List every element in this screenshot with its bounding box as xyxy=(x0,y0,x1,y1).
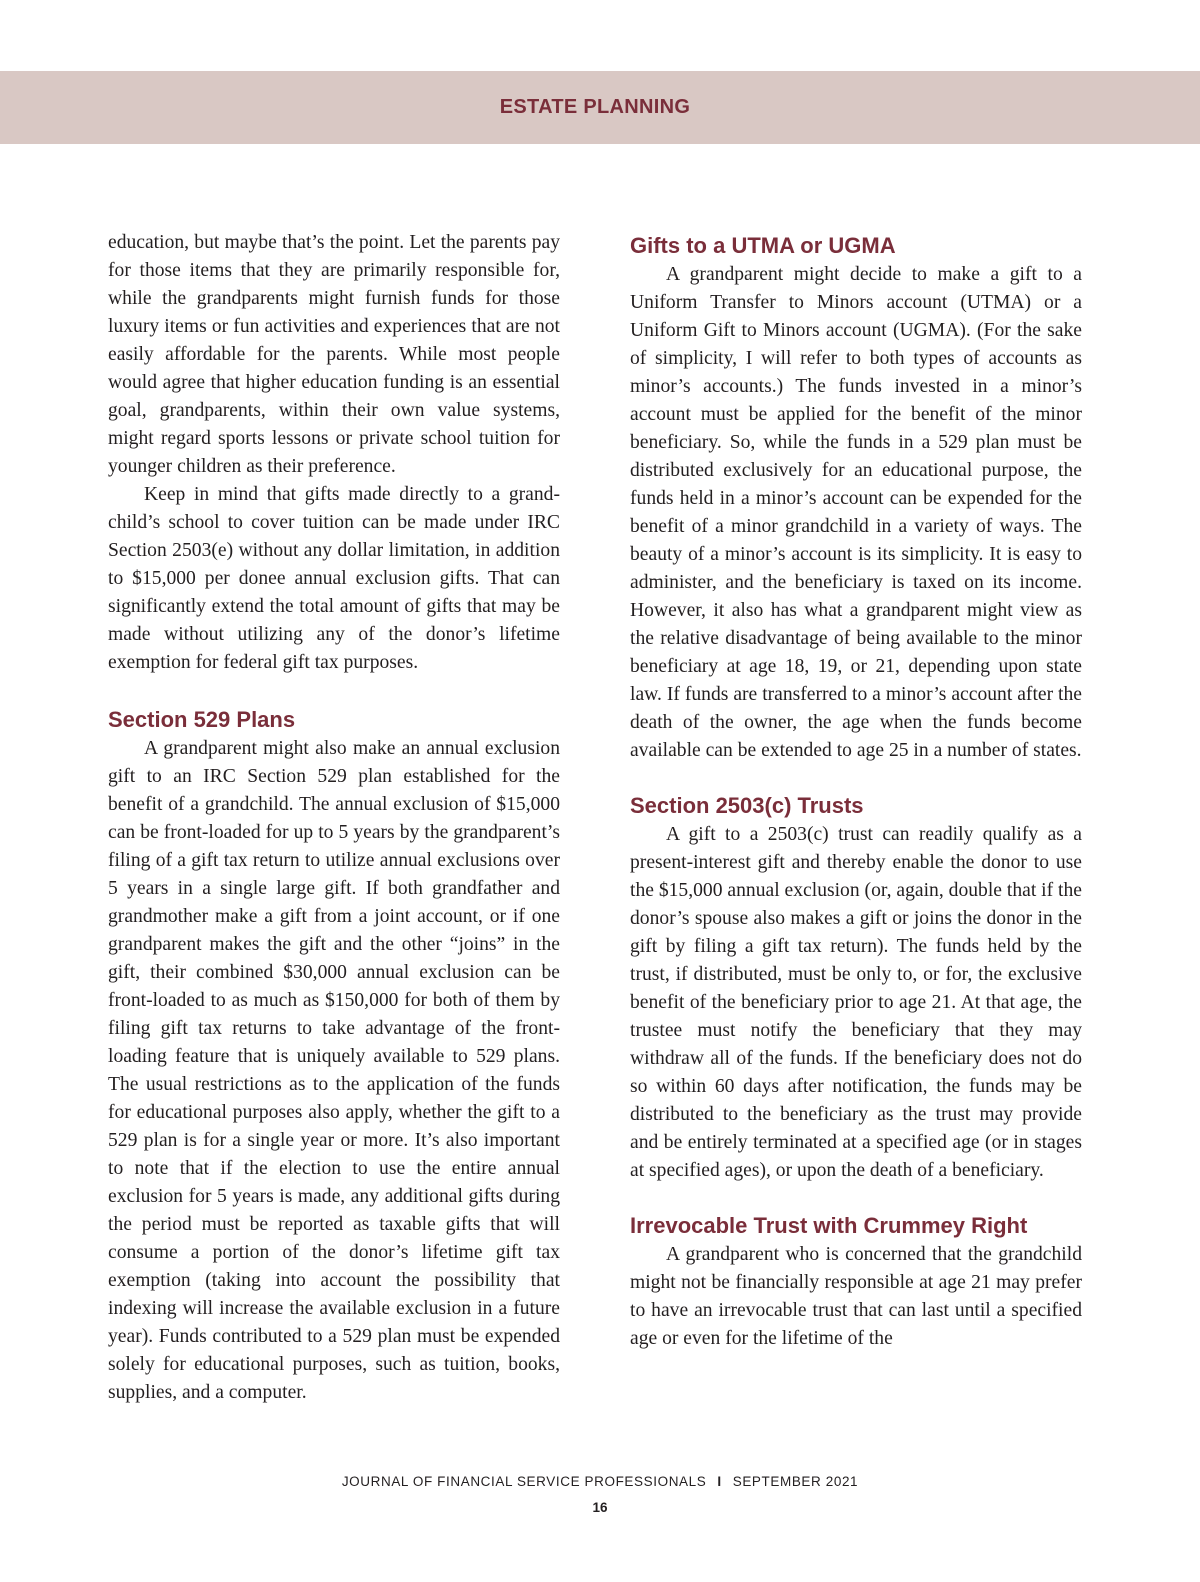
footer xyxy=(0,1474,1200,1489)
paragraph-crummey-trust: A grandparent who is concerned that the grandchild might not be financially responsible at age 21 may prefer to have an irrevocable trust that can last until a specified age or even for the lifetime of the xyxy=(630,1244,1082,1349)
paragraph-2503c-trusts: A gift to a 2503(c) trust can readily qualify as a present-interest gift and thereby enable the donor to use the $15,000 annual exclusion (or, again, double that if the donor’s spouse also makes a gift or joins the donor in the gift by filing a gift tax return). The funds held by the trust, if distributed, must be only to, or for, the exclusive benefit of the beneficiary prior to age 21. At that age, the trustee must notify the beneficiary that they may withdraw all of the funds. If the beneficiary does not do so within 60 days after notification, the funds may be distributed to the beneficiary as the trust may provide and be entirely terminated at a specified age (or in stages at specified ages), or upon the death of a beneficiary. xyxy=(630,824,1082,1181)
heading-utma-ugma: Gifts to a UTMA or UGMA xyxy=(630,233,896,258)
heading-crummey-trust: Irrevocable Trust with Crummey Right xyxy=(630,1213,1028,1238)
section-label: ESTATE PLANNING xyxy=(499,96,691,118)
paragraph-utma-ugma: A grandparent might decide to make a gift to a Uniform Transfer to Minors account (UTMA) or a Uniform Gift to Minors account (UGMA). (For the sake of simplicity, I will refer to both types of accounts as minor’s accounts.) The funds invested in a minor’s account must be applied for the benefit of the minor beneficiary. So, while the funds in a 529 plan must be distributed exclusively for an educational purpose, the funds held in a minor’s account can be expended for the benefit of a minor grandchild in a variety of ways. The beauty of a minor’s account is its simplicity. It is easy to administer, and the beneficiary is taxed on its income. However, it also has what a grandparent might view as the relative disadvantage of being available to the minor beneficiary at age 18, 19, or 21, depending upon state law. If funds are transferred to a minor’s account after the death of the owner, the age when the funds become available can be extended to age 25 in a number of states. xyxy=(630,264,1082,761)
issue-date: SEPTEMBER 2021 xyxy=(732,1474,859,1489)
paragraph-continued: education, but maybe that’s the point. Let the parents pay for those items that they are primarily responsible for, while the grandparents might furnish funds for those luxury items or fun activities and experiences that are not easily affordable for the parents. While most people would agree that higher education funding is an essential goal, grandparents, within their own value systems, might regard sports lessons or private school tuition for younger children as their preference. xyxy=(108,232,560,477)
left-column xyxy=(108,229,560,1407)
journal-name: JOURNAL OF FINANCIAL SERVICE PROFESSIONALS xyxy=(341,1474,707,1489)
page-number: 16 xyxy=(592,1500,608,1515)
footer-separator: I xyxy=(717,1474,722,1489)
paragraph-tuition: Keep in mind that gifts made directly to a grandchild’s school to cover tuition can be made under IRC Section 2503(e) without any dollar limitation, in addition to $15,000 per donee annual exclusion gifts. That can significantly extend the total amount of gifts that may be made without utilizing any of the donor’s lifetime exemption for federal gift tax purposes. xyxy=(108,484,560,673)
heading-section-529: Section 529 Plans xyxy=(108,707,296,732)
right-column xyxy=(630,229,1082,1353)
heading-2503c-trusts: Section 2503(c) Trusts xyxy=(630,793,864,818)
paragraph-section-529: A grandparent might also make an annual exclusion gift to an IRC Section 529 plan established for the benefit of a grandchild. The annual exclusion of $15,000 can be front-loaded for up to 5 years by the grandparent’s filing of a gift tax return to utilize annual exclusions over 5 years in a single large gift. If both grandfather and grandmother make a gift from a joint account, or if one grandparent makes the gift and the other “joins” in the gift, their combined $30,000 annual exclusion can be front-loaded to as much as $150,000 for both of them by filing gift tax returns to take advantage of the front-loading feature that is uniquely available to 529 plans. The usual restrictions as to the application of the funds for educational purposes also apply, whether the gift to a 529 plan is for a single year or more. It’s also important to note that if the election to use the entire annual exclusion for 5 years is made, any additional gifts during the period must be reported as taxable gifts that will consume a portion of the donor’s lifetime gift tax exemption (taking into account the possibility that indexing will increase the available exclusion in a future year). Funds contributed to a 529 plan must be expended solely for educational purposes, such as tuition, books, supplies, and a computer. xyxy=(108,738,560,1403)
header-band xyxy=(0,71,1200,144)
